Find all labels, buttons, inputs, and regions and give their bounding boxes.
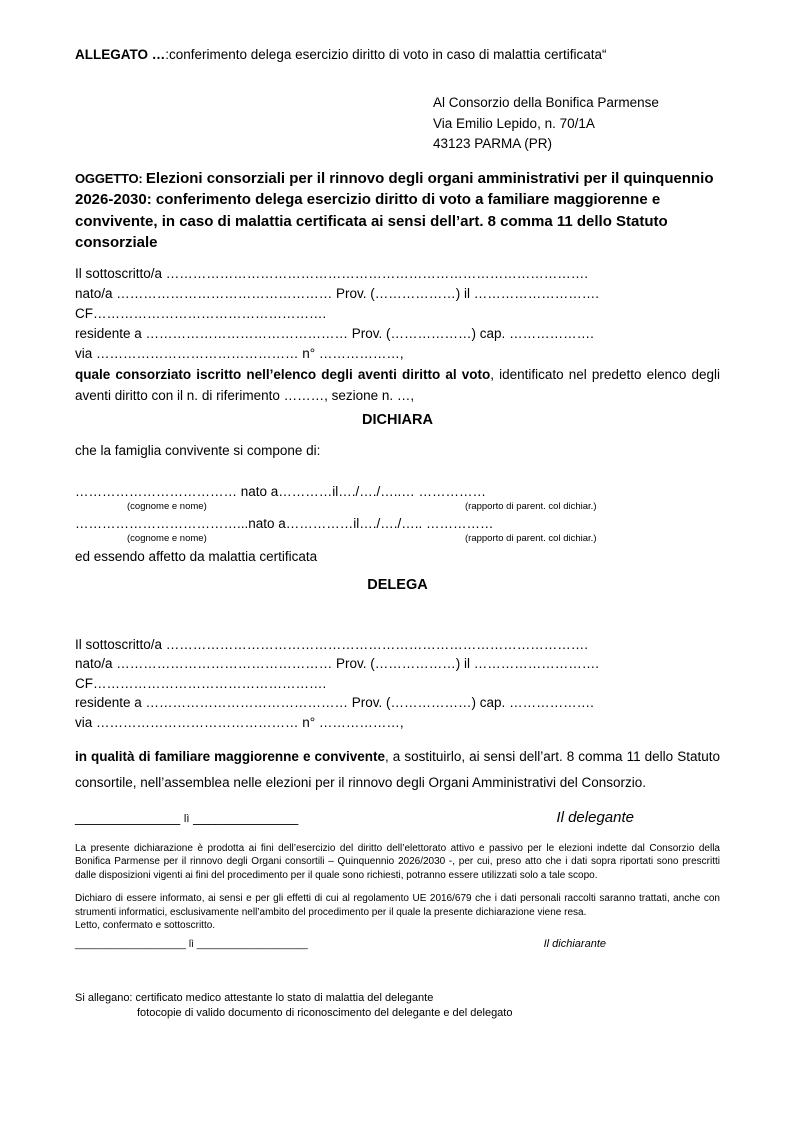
- field-line-fiscal-code: CF…………………………………………….: [75, 305, 327, 321]
- privacy-paragraph-2: Dichiaro di essere informato, ai sensi e per gli effetti di cui al regolamento UE 2016/679 che i dati personali raccolti saranno trattati, anche con strumenti informatici, esclusivamente nell’ambito del procedimento per il quale la presente dichiarazione viene resa.: [75, 893, 720, 918]
- delegates-title: DELEGA: [367, 576, 428, 593]
- caption-surname-name: (cognome e nome): [127, 500, 207, 512]
- attachment-label: ALLEGATO …: [75, 47, 166, 62]
- reference-number-line: aventi diritto con il n. di riferimento ………, sezione n. …,: [75, 387, 415, 403]
- family-intro-line: che la famiglia convivente si compone di:: [75, 442, 321, 458]
- capacity-statement: [75, 744, 720, 795]
- attachments-block: [75, 991, 720, 1021]
- attachment-title: [75, 46, 720, 63]
- consortium-member-statement: [75, 364, 720, 385]
- signature-row-declarant: [75, 938, 720, 950]
- caption-surname-name: (cognome e nome): [127, 532, 207, 544]
- field-line-fiscal-code: CF…………………………………………….: [75, 675, 327, 691]
- field-line-street: via ……………………………………… n° ………………,: [75, 714, 404, 730]
- delegator-signature-label: Il delegante: [556, 809, 634, 826]
- attachments-intro: Si allegano:: [75, 992, 136, 1005]
- caption-kinship: (rapporto di parent. col dichiar.): [465, 532, 597, 544]
- recipient-address: [433, 93, 720, 155]
- declarant-data-block-1: [75, 264, 720, 364]
- signature-place-blank: ___________________: [75, 938, 186, 951]
- attachment-item-1: certificato medico attestante lo stato di malattia del delegante: [135, 992, 434, 1005]
- family-captions-row-1: [75, 501, 720, 515]
- recipient-city: 43123 PARMA (PR): [433, 136, 553, 151]
- attachment-item-2: fotocopie di valido documento di riconoscimento del delegante e del delegato: [137, 1007, 513, 1020]
- illness-statement-line: ed essendo affetto da malattia certificata: [75, 548, 318, 564]
- attachment-title-text: :conferimento delega esercizio diritto di voto in caso di malattia certificata“: [165, 47, 607, 62]
- field-line-residence: residente a ……………………………………… Prov. (………………) cap. ……………….: [75, 695, 594, 710]
- capacity-rest: , a sostituirlo, ai sensi dell’art. 8 comma 11 dello Statuto: [385, 749, 720, 764]
- consortium-member-rest: , identificato nel predetto elenco degli: [490, 366, 720, 382]
- field-line-residence: residente a ……………………………………… Prov. (………………) cap. ……………….: [75, 325, 594, 341]
- declares-title: DICHIARA: [362, 411, 433, 428]
- subject-label: OGGETTO:: [75, 170, 146, 186]
- signature-li-word: lì: [188, 939, 194, 951]
- subject-line-1: Elezioni consorziali per il rinnovo degli organi amministrativi per il quinquennio: [145, 169, 714, 187]
- delegate-data-block: [75, 635, 720, 733]
- family-member-row-2: ………………………………...nato a……………il…./…./….. ……………: [75, 515, 494, 531]
- capacity-bold: in qualità di familiare maggiorenne e convivente: [75, 749, 386, 764]
- signature-place-blank: ______________: [75, 810, 181, 825]
- family-member-row-1: ……………………………… nato a…………il…./…./…..… ……………: [75, 483, 487, 499]
- field-line-undersigned: Il sottoscritto/a ………………………………………………………………………………….: [75, 265, 589, 281]
- subject-line-2: 2026-2030: conferimento delega esercizio diritto di voto a familiare maggiorenne e: [75, 191, 661, 208]
- declarant-signature-label: Il dichiarante: [543, 938, 606, 951]
- field-line-birth: nato/a ………………………………………… Prov. (………………) il ……………………….: [75, 285, 600, 301]
- privacy-paragraph-1: La presente dichiarazione è prodotta ai fini dell’esercizio del diritto dell’elettorato attivo e passivo per le elezioni indette dal Consorzio della Bonifica Parmense per il rinnovo degli Organi consortili – Quinquennio 2026/2030 -, per cui, preso atto che i dati sopra riportati sono prescritti dalle disposizioni vigenti ai fini del procedimento per il quale sono richiesti, potranno essere utilizzati solo a tale scopo.: [75, 843, 720, 881]
- signature-li-word: lì: [183, 813, 190, 825]
- signature-row-delegator: [75, 809, 720, 826]
- signature-date-blank: ___________________: [196, 938, 308, 951]
- field-line-undersigned: Il sottoscritto/a ………………………………………………………………………………….: [75, 636, 589, 652]
- subject-block: [75, 168, 720, 254]
- capacity-line-2: consortile, nell’assemblea nelle elezioni per il rinnovo degli Organi Amministrativi del Consorzio.: [75, 774, 647, 790]
- signature-date-blank: ______________: [193, 810, 299, 825]
- recipient-street: Via Emilio Lepido, n. 70/1A: [433, 115, 595, 131]
- subject-line-4: consorziale: [75, 234, 158, 251]
- signature-place-date: [75, 810, 298, 825]
- read-confirmed-line: Letto, confermato e sottoscritto.: [75, 920, 216, 932]
- subject-line-3: convivente, in caso di malattia certificata ai sensi dell’art. 8 comma 11 dello Statuto: [75, 212, 668, 230]
- recipient-name: Al Consorzio della Bonifica Parmense: [433, 95, 659, 110]
- field-line-street: via ……………………………………… n° ………………,: [75, 345, 404, 361]
- caption-kinship: (rapporto di parent. col dichiar.): [465, 500, 597, 512]
- field-line-birth: nato/a ………………………………………… Prov. (………………) il ……………………….: [75, 656, 600, 671]
- consortium-member-bold: quale consorziato iscritto nell’elenco degli aventi diritto al voto: [75, 366, 491, 382]
- signature-place-date: [75, 938, 308, 950]
- family-captions-row-2: [75, 533, 720, 547]
